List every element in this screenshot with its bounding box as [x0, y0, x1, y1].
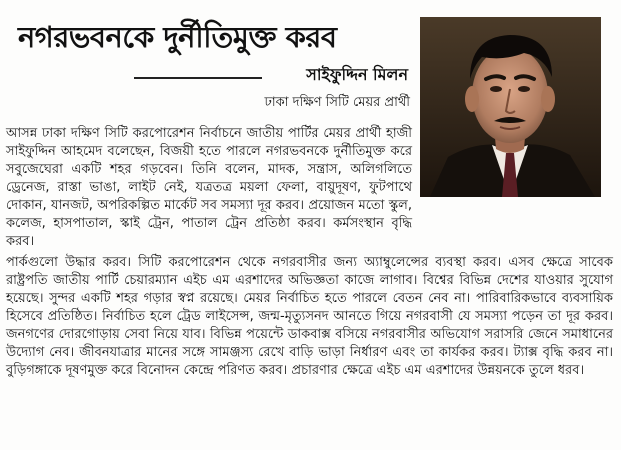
headline: নগরভবনকে দুর্নীতিমুক্ত করব — [18, 20, 337, 54]
article-body — [6, 125, 613, 380]
paragraph-2: পার্কগুলো উদ্ধার করব। সিটি করপোরেশন থেকে নগরবাসীর জন্য অ্যাম্বুলেন্সের ব্যবস্থা করব। এসব ক্ষেত্রে সাবেক রাষ্ট্রপতি জাতীয় পার্টি চেয়ারম্যান এইচ এম এরশাদের অভিজ্ঞতা কাজে লাগাব। বিশ্বের বিভিন্ন দেশের যাওয়ার সুযোগ হয়েছে। সুন্দর একটি শহর গড়ার স্বপ্ন রয়েছে। মেয়র নির্বাচিত হতে পারলে বেতন নেব না। পারিবারিকভাবে ব্যবসায়িক হিসেবে প্রতিষ্ঠিত। নির্বাচিত হলে ট্রেড লাইসেন্স, জন্ম-মৃত্যুসনদ আনতে গিয়ে নগরবাসী যে সমস্যা পড়েন তা দূর করব। জনগণের দোরগোড়ায় সেবা নিয়ে যাব। বিভিন্ন পয়েন্টে ডাকবাক্স বসিয়ে নগরবাসীর অভিযোগ সরাসরি জেনে সমাধানের উদ্যোগ নেব। জীবনযাত্রার মানের সঙ্গে সামঞ্জস্য রেখে বাড়ি ভাড়া নির্ধারণ এবং তা কার্যকর করব। ট্যাক্স বৃদ্ধি করব না। বুড়িগঙ্গাকে দূষণমুক্ত করে বিনোদন কেন্দ্রে পরিণত করব। প্রচারণার ক্ষেত্রে এইচ এম এরশাদের উন্নয়নকে তুলে ধরব। — [6, 255, 613, 378]
byline: সাইফুদ্দিন মিলন — [306, 65, 408, 84]
designation: ঢাকা দক্ষিণ সিটি মেয়র প্রার্থী — [264, 95, 410, 110]
byline-rule — [134, 77, 262, 79]
paragraph-1: আসন্ন ঢাকা দক্ষিণ সিটি করপোরেশন নির্বাচনে জাতীয় পার্টির মেয়র প্রার্থী হাজী সাইফুদ্দিন আহমেদ বলেছেন, বিজয়ী হতে পারলে নগরভবনকে দুর্নীতিমুক্ত করে সবুজেঘেরা একটি শহর গড়বেন। তিনি বলেন, মাদক, সন্ত্রাস, অলিগলিতে ড্রেনেজ, রাস্তা ভাঙা, লাইট নেই, যত্রতত্র ময়লা ফেলা, বায়ুদূষণ, ফুটপাথে দোকান, যানজট, অপরিকল্পিত মার্কেট সব সমস্যা দূর করব। প্রয়োজন মতো স্কুল, কলেজ, হাসপাতাল, স্কাই ট্রেন, পাতাল ট্রেন প্রতিষ্ঠা করব। কর্মসংস্থান বৃদ্ধি করব। — [6, 126, 412, 249]
